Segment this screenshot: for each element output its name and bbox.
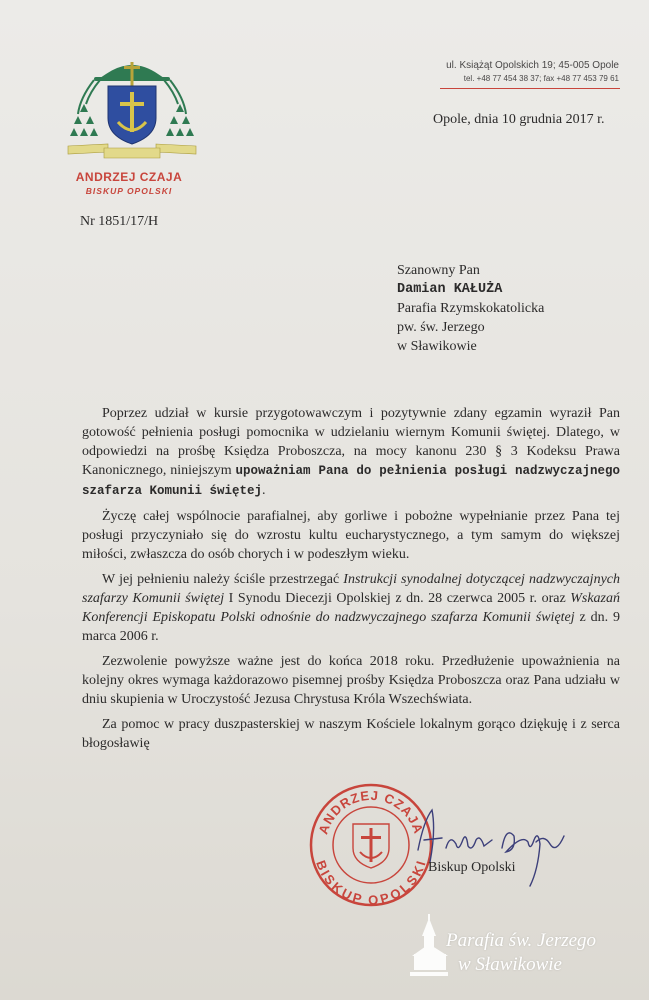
authorization-statement: upoważniam Pana do pełnienia posługi nadzwyczajnego szafarza Komunii świętej (82, 464, 620, 498)
paragraph-2: Życzę całej wspólnocie parafialnej, aby gorliwe i pobożne wypełnianie przez Pana tej posługi przyczyniało się do wzrostu kultu eucharystycznego, a tym samym do większej miłości, zwłaszcza do osób chorych i w podeszłym wieku. (82, 509, 620, 562)
recipient-line-2: pw. św. Jerzego (397, 320, 485, 335)
handwritten-signature (410, 800, 575, 890)
paragraph-1 (82, 404, 620, 501)
recipient-line-1: Parafia Rzymskokatolicka (397, 301, 545, 316)
recipient-name: Damian KAŁUŻA (397, 282, 503, 297)
paragraph-1-text: Poprzez udział w kursie przygotowawczym i pozytywnie zdany egzamin wyraził Pan gotowość pełnienia posługi pomocnika w udzielaniu wiernym Komunii świętej. Dlatego, w odpowiedzi na prośbę Księdza Proboszcza, na mocy kanonu 230 § 3 Kodeksu Prawa Kanonicznego, niniejszym (82, 406, 620, 478)
paragraph-4: Zezwolenie powyższe ważne jest do końca 2018 roku. Przedłużenie upoważnienia na kolejny okres wymaga każdorazowo pisemnej prośby Księdza Proboszcza oraz Pana udziału w dniu skupienia w Uroczystość Jezusa Chrystusa Króla Wszechświata. (82, 654, 620, 707)
salutation: Szanowny Pan (397, 263, 480, 278)
recipient-block (397, 261, 544, 356)
address-line: ul. Książąt Opolskich 19; 45-005 Opole (446, 60, 619, 71)
watermark-line-2: w Sławikowie (458, 954, 562, 975)
sender-address (446, 60, 619, 83)
letter-date: Opole, dnia 10 grudnia 2017 r. (433, 112, 605, 127)
phone-line: tel. +48 77 454 38 37; fax +48 77 453 79 61 (463, 74, 619, 83)
bishop-title: BISKUP OPOLSKI (85, 186, 173, 196)
paragraph-5: Za pomoc w pracy duszpasterskiej w naszym Kościele lokalnym gorąco dziękuję i z serca błogosławię (82, 717, 620, 751)
svg-text:ANDRZEJ CZAJA: ANDRZEJ CZAJA (315, 787, 427, 837)
paragraph-3 (82, 570, 620, 646)
watermark-line-1: Parafia św. Jerzego (446, 930, 597, 951)
paragraph-1-end: . (262, 483, 266, 498)
letter-body (82, 404, 620, 759)
reference-number: Nr 1851/17/H (80, 214, 159, 229)
paragraph-3-text-c: z dn. 9 marca 2006 r. (82, 610, 620, 644)
paragraph-3-text-b: I Synodu Diecezji Opolskiej z dn. 28 czerwca 2005 r. oraz (224, 591, 571, 606)
recipient-line-3: w Sławikowie (397, 339, 477, 354)
signature-title: Biskup Opolski (428, 860, 516, 875)
guidelines-title: Wskazań Konferencji Episkopatu Polski odnośnie do nadzwyczajnego szafarza Komunii świętej (82, 591, 620, 625)
paragraph-3-text-a: W jej pełnieniu należy ściśle przestrzegać (102, 572, 344, 587)
bishop-name: ANDRZEJ CZAJA (75, 170, 183, 184)
coat-of-arms-icon (64, 52, 200, 164)
svg-text:BISKUP OPOLSKI: BISKUP OPOLSKI (313, 858, 429, 908)
instruction-title: Instrukcji synodalnej dotyczącej nadzwyczajnych szafarzy Komunii świętej (82, 572, 620, 606)
address-divider (440, 88, 620, 89)
